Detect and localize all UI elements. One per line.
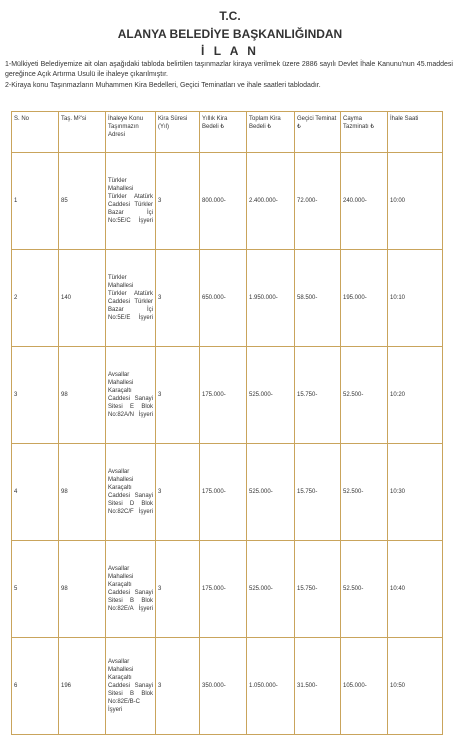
col-header-address: İhaleye Konu Taşınmazın Adresi bbox=[106, 112, 156, 153]
cell-time: 10:10 bbox=[388, 250, 443, 347]
table-header-row bbox=[12, 112, 443, 153]
cell-duration: 3 bbox=[156, 638, 200, 735]
col-header-total: Toplam Kira Bedeli ₺ bbox=[247, 112, 295, 153]
cell-yearly: 175.000- bbox=[200, 541, 247, 638]
cell-deposit: 72.000- bbox=[295, 153, 341, 250]
cell-penalty: 105.000- bbox=[341, 638, 388, 735]
intro-paragraph-2: 2-Kiraya konu Taşınmazların Muhammen Kira Bedelleri, Geçici Teminatları ve ihale saatleri tablodadır. bbox=[5, 82, 321, 89]
cell-address: Avsallar Mahallesi Karaçaltı Caddesi Sanayi Sitesi B Blok No:82E/B-C İşyeri bbox=[106, 638, 156, 735]
cell-area: 98 bbox=[59, 347, 106, 444]
cell-address: Türkler Mahallesi Türkler Atatürk Caddesi Türkler Bazar İçi No:5E/C İşyeri bbox=[106, 153, 156, 250]
cell-address: Avsallar Mahallesi Karaçaltı Caddesi Sanayi Sitesi E Blok No:82A/N İşyeri bbox=[106, 347, 156, 444]
cell-area: 196 bbox=[59, 638, 106, 735]
cell-deposit: 15.750- bbox=[295, 347, 341, 444]
header-municipality: ALANYA BELEDİYE BAŞKANLIĞINDAN bbox=[117, 27, 343, 41]
cell-duration: 3 bbox=[156, 347, 200, 444]
col-header-no: S. No bbox=[12, 112, 59, 153]
cell-total: 1.950.000- bbox=[247, 250, 295, 347]
cell-total: 525.000- bbox=[247, 444, 295, 541]
header-ilan: İ L A N bbox=[201, 44, 259, 58]
cell-deposit: 15.750- bbox=[295, 541, 341, 638]
cell-address: Avsallar Mahallesi Karaçaltı Caddesi Sanayi Sitesi B Blok No:82E/A İşyeri bbox=[106, 541, 156, 638]
cell-time: 10:30 bbox=[388, 444, 443, 541]
cell-yearly: 350.000- bbox=[200, 638, 247, 735]
cell-total: 2.400.000- bbox=[247, 153, 295, 250]
table-row bbox=[12, 250, 443, 347]
cell-area: 98 bbox=[59, 444, 106, 541]
cell-yearly: 175.000- bbox=[200, 347, 247, 444]
col-header-time: İhale Saati bbox=[388, 112, 443, 153]
cell-penalty: 240.000- bbox=[341, 153, 388, 250]
cell-penalty: 52.500- bbox=[341, 444, 388, 541]
cell-total: 525.000- bbox=[247, 541, 295, 638]
cell-address: Avsallar Mahallesi Karaçaltı Caddesi Sanayi Sitesi D Blok No:82C/F İşyeri bbox=[106, 444, 156, 541]
cell-penalty: 195.000- bbox=[341, 250, 388, 347]
cell-duration: 3 bbox=[156, 250, 200, 347]
table-row bbox=[12, 347, 443, 444]
cell-no: 5 bbox=[12, 541, 59, 638]
property-table bbox=[11, 111, 443, 735]
cell-area: 98 bbox=[59, 541, 106, 638]
cell-no: 2 bbox=[12, 250, 59, 347]
cell-duration: 3 bbox=[156, 541, 200, 638]
cell-penalty: 52.500- bbox=[341, 541, 388, 638]
intro-text bbox=[5, 60, 453, 92]
cell-no: 6 bbox=[12, 638, 59, 735]
cell-time: 10:00 bbox=[388, 153, 443, 250]
col-header-yearly: Yıllık Kira Bedeli ₺ bbox=[200, 112, 247, 153]
cell-time: 10:20 bbox=[388, 347, 443, 444]
cell-duration: 3 bbox=[156, 153, 200, 250]
cell-time: 10:50 bbox=[388, 638, 443, 735]
cell-total: 525.000- bbox=[247, 347, 295, 444]
cell-deposit: 15.750- bbox=[295, 444, 341, 541]
cell-time: 10:40 bbox=[388, 541, 443, 638]
header-tc: T.C. bbox=[219, 9, 241, 23]
cell-no: 3 bbox=[12, 347, 59, 444]
cell-deposit: 31.500- bbox=[295, 638, 341, 735]
col-header-penalty: Cayma Tazminatı ₺ bbox=[341, 112, 388, 153]
col-header-area: Taş. M²'si bbox=[59, 112, 106, 153]
cell-yearly: 175.000- bbox=[200, 444, 247, 541]
table-row bbox=[12, 153, 443, 250]
cell-no: 4 bbox=[12, 444, 59, 541]
cell-yearly: 800.000- bbox=[200, 153, 247, 250]
table-row bbox=[12, 444, 443, 541]
cell-duration: 3 bbox=[156, 444, 200, 541]
cell-area: 140 bbox=[59, 250, 106, 347]
intro-paragraph-1: 1-Mülkiyeti Belediyemize ait olan aşağıdaki tabloda belirtilen taşınmazlar kiraya verilmek üzere 2886 sayılı Devlet İhale Kanunu'nun 45.maddesi gereğince Açık Artırma Usulü ile ihaleye çıkarılmıştır. bbox=[5, 61, 453, 78]
cell-penalty: 52.500- bbox=[341, 347, 388, 444]
cell-no: 1 bbox=[12, 153, 59, 250]
cell-yearly: 650.000- bbox=[200, 250, 247, 347]
cell-total: 1.050.000- bbox=[247, 638, 295, 735]
col-header-duration: Kira Süresi (Yıl) bbox=[156, 112, 200, 153]
cell-area: 85 bbox=[59, 153, 106, 250]
table-row bbox=[12, 541, 443, 638]
cell-address: Türkler Mahallesi Türkler Atatürk Caddesi Türkler Bazar İçi No:5E/E İşyeri bbox=[106, 250, 156, 347]
cell-deposit: 58.500- bbox=[295, 250, 341, 347]
col-header-deposit: Geçici Teminat ₺ bbox=[295, 112, 341, 153]
